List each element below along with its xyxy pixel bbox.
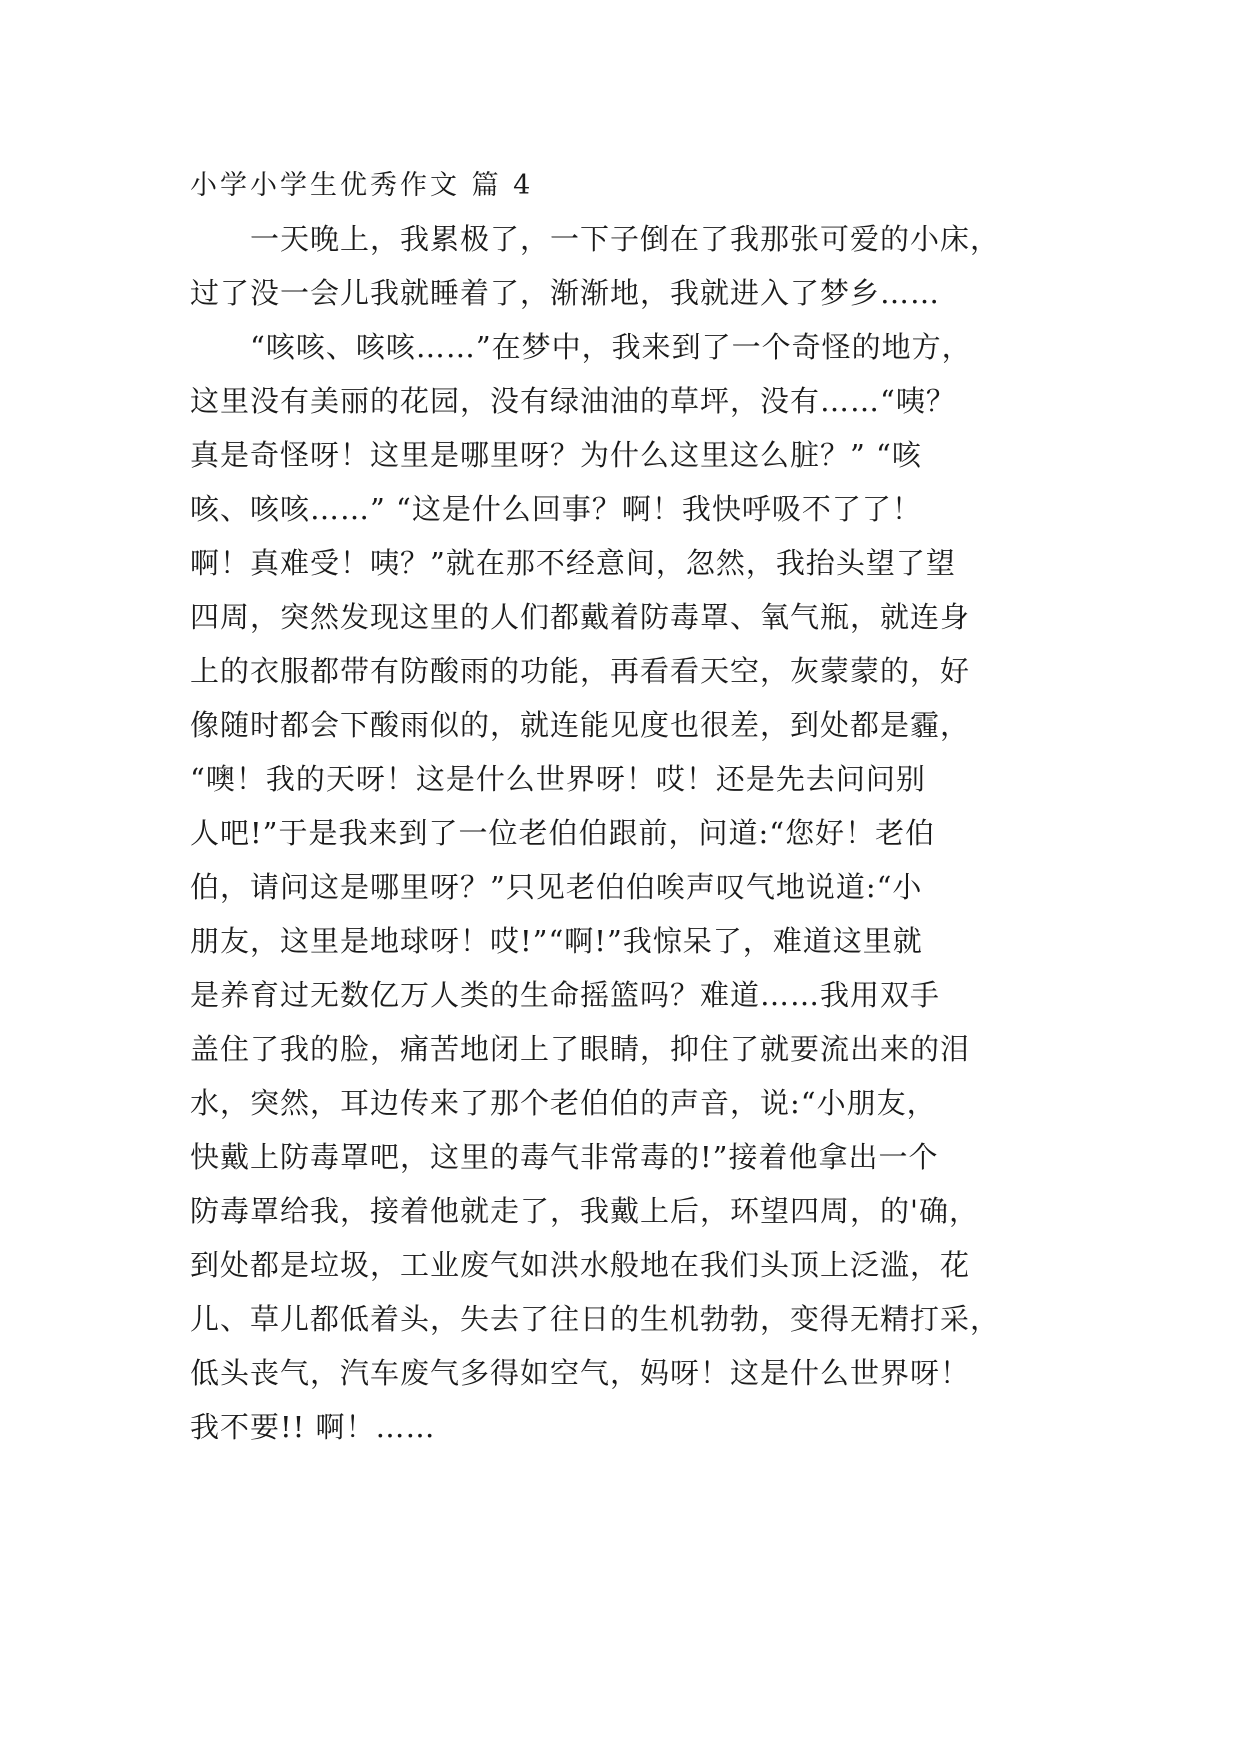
body-line: 是养育过无数亿万人类的生命摇篮吗？难道……我用双手 xyxy=(190,978,941,1012)
body-line: “噢！我的天呀！这是什么世界呀！哎！还是先去问问别 xyxy=(190,762,926,796)
body-line: 上的衣服都带有防酸雨的功能，再看看天空，灰蒙蒙的，好 xyxy=(190,654,971,688)
body-line: 快戴上防毒罩吧，这里的毒气非常毒的!”接着他拿出一个 xyxy=(190,1140,939,1174)
body-line: 像随时都会下酸雨似的，就连能见度也很差，到处都是霾， xyxy=(190,708,971,742)
body-line: “咳咳、咳咳……”在梦中，我来到了一个奇怪的地方， xyxy=(190,330,972,364)
body-line: 四周，突然发现这里的人们都戴着防毒罩、氧气瓶，就连身 xyxy=(190,600,971,634)
body-line: 盖住了我的脸，痛苦地闭上了眼睛，抑住了就要流出来的泪 xyxy=(190,1032,971,1066)
body-line: 人吧!”于是我来到了一位老伯伯跟前，问道:“您好！老伯 xyxy=(190,816,936,850)
body-line: 咳、咳咳……” “这是什么回事？啊！我快呼吸不了了！ xyxy=(190,492,922,526)
body-line: 水，突然，耳边传来了那个老伯伯的声音，说:“小朋友， xyxy=(190,1086,937,1120)
document-title: 小学小学生优秀作文 篇 4 xyxy=(190,170,534,201)
body-line: 防毒罩给我，接着他就走了，我戴上后，环望四周，的'确， xyxy=(190,1194,979,1228)
body-line: 朋友，这里是地球呀！哎!”“啊!”我惊呆了，难道这里就 xyxy=(190,924,923,958)
body-line: 儿、草儿都低着头，失去了往日的生机勃勃，变得无精打采， xyxy=(190,1302,1001,1336)
body-line: 到处都是垃圾，工业废气如洪水般地在我们头顶上泛滥，花 xyxy=(190,1248,971,1282)
body-line: 低头丧气，汽车废气多得如空气，妈呀！这是什么世界呀！ xyxy=(190,1356,971,1390)
body-line: 一天晚上，我累极了，一下子倒在了我那张可爱的小床， xyxy=(190,222,1001,256)
body-line: 这里没有美丽的花园，没有绿油油的草坪，没有……“咦？ xyxy=(190,384,956,418)
body-line: 啊！真难受！咦？”就在那不经意间，忽然，我抬头望了望 xyxy=(190,546,956,580)
body-line: 真是奇怪呀！这里是哪里呀？为什么这里这么脏？” “咳 xyxy=(190,438,922,472)
body-line: 伯，请问这是哪里呀？”只见老伯伯唉声叹气地说道:“小 xyxy=(190,870,923,904)
body-line: 过了没一会儿我就睡着了，渐渐地，我就进入了梦乡…… xyxy=(190,276,941,310)
body-line: 我不要!! 啊！…… xyxy=(190,1410,436,1444)
